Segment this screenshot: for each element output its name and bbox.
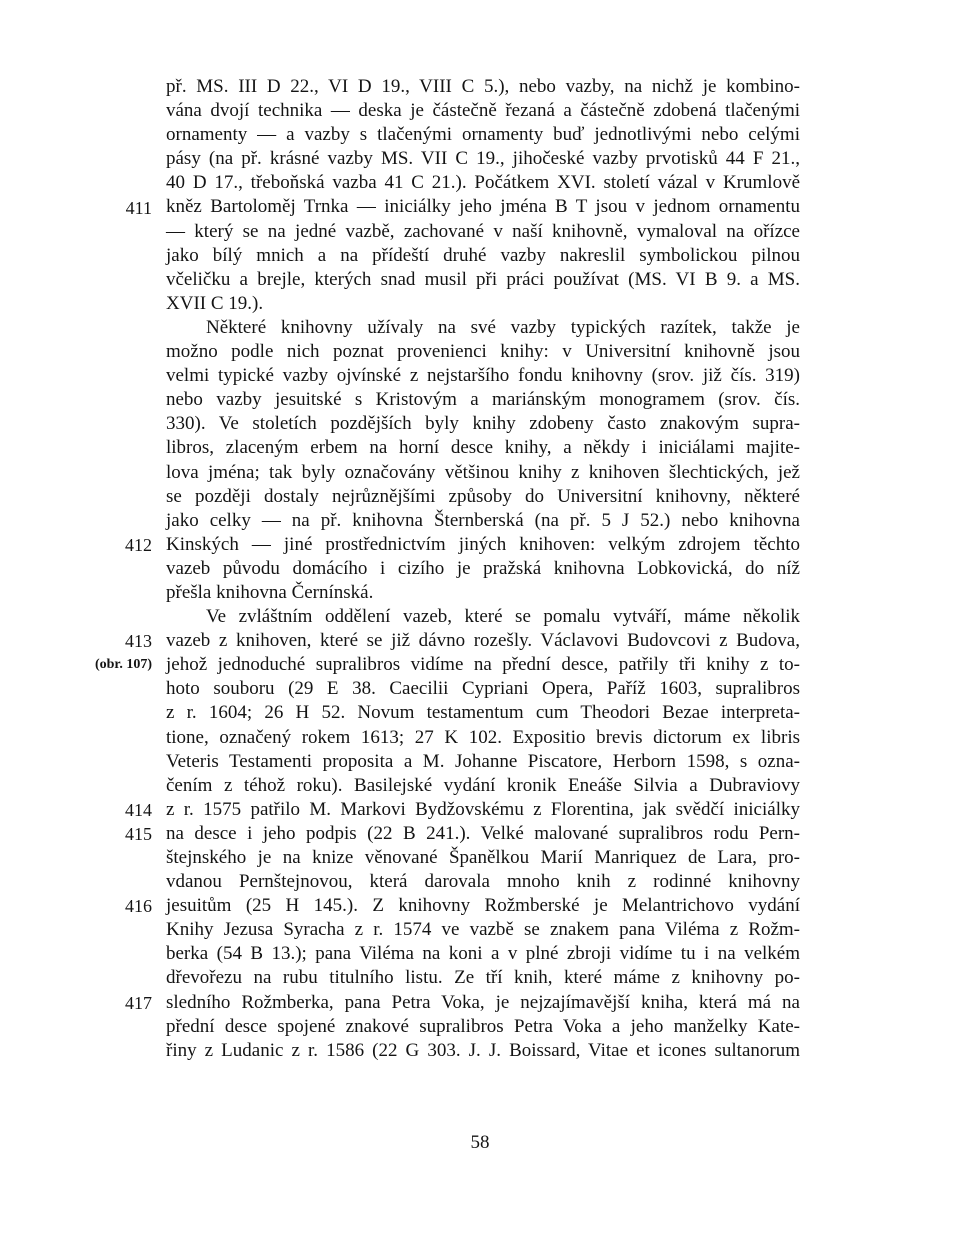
- text-line: lova jména; tak byly označovány většinou knihy z knihoven šlechtických, jež: [166, 461, 800, 483]
- text-line: řiny z Ludanic z r. 1586 (22 G 303. J. J. Boissard, Vitae et icones sultanorum: [166, 1039, 800, 1061]
- text-line: vdanou Pernštejnovou, která darovala mnoho knih z rodinné knihovny: [166, 871, 800, 893]
- text-line: Veteris Testamenti proposita a M. Johanne Piscatore, Herborn 1598, s ozna-: [166, 750, 800, 772]
- text-line: na desce i jeho podpis (22 B 241.). Velké malované supralibros rodu Pern-: [166, 822, 800, 844]
- text-line: z r. 1575 patřilo M. Markovi Bydžovskému z Florentina, jak svědčí iniciálky: [166, 798, 800, 820]
- text-line: Kinských — jiné prostřednictvím jiných knihoven: velkým zdrojem těchto: [166, 533, 800, 555]
- page-number: 58: [470, 1132, 490, 1153]
- margin-reference-number: 416: [125, 896, 152, 917]
- text-line: př. MS. III D 22., VI D 19., VIII C 5.), nebo vazby, na nichž je kombino-: [166, 76, 800, 97]
- text-line: 40 D 17., třeboňská vazba 41 C 21.). Počátkem XVI. století vázal v Krumlově: [166, 172, 800, 194]
- margin-reference-number: 415: [125, 824, 152, 845]
- text-line: přešla knihovna Černínská.: [166, 581, 374, 603]
- text-line: kněz Bartoloměj Trnka — iniciálky jeho jména B T jsou v jednom ornamentu: [166, 196, 800, 218]
- body-text: [94, 75, 800, 1063]
- text-line: dřevořezu na rubu titulního listu. Ze tří knih, které máme z knihovny po-: [166, 967, 800, 989]
- text-line: berka (54 B 13.); pana Viléma na koni a v plné zbroji vidíme tu i na velkém: [166, 943, 800, 965]
- margin-reference-number: 412: [125, 534, 152, 555]
- text-line: jako celky — na př. knihovna Šternberská (na př. 5 J 52.) nebo knihovna: [166, 509, 800, 531]
- text-line: včeličku a brejle, kterých snad musil při práci používat (MS. VI B 9. a MS.: [166, 268, 800, 290]
- margin-reference-number: (obr. 107): [94, 657, 152, 673]
- text-line: nebo vazby jesuitské s Kristovým a mariánským monogramem (srov. čís.: [166, 389, 800, 411]
- text-line: čením z téhož roku). Basilejské vydání kronik Eneáše Silvia a Dubraviovy: [166, 774, 800, 796]
- text-line: se později dostaly nejrůznějšími způsoby do Universitní knihovny, některé: [166, 485, 800, 507]
- margin-reference-number: 414: [125, 800, 152, 820]
- text-line: vána dvojí technika — deska je částečně řezaná a částečně zdobená tlačenými: [166, 100, 800, 122]
- text-line: pásy (na př. krásné vazby MS. VII C 19., jihočeské vazby prvotisků 44 F 21.,: [166, 148, 800, 170]
- text-line: Některé knihovny užívaly na své vazby typických razítek, takže je: [206, 316, 800, 338]
- text-line: vazeb z knihoven, které se již dávno rozešly. Václavovi Budovcovi z Budova,: [166, 630, 800, 652]
- text-line: štejnského je na knize věnované Španělkou Marií Manriquez de Lara, pro-: [166, 847, 800, 868]
- text-line: jehož jednoduché supralibros vidíme na přední desce, patřily tři knihy z to-: [166, 654, 800, 676]
- text-line: hoto souboru (29 E 38. Caecilii Cypriani Opera, Paříž 1603, supralibros: [166, 678, 800, 700]
- margin-reference-number: 411: [125, 197, 152, 218]
- text-line: tione, označený rokem 1613; 27 K 102. Expositio brevis dictorum ex libris: [166, 726, 800, 748]
- text-line: jako bílý mnich a na přídeští druhé vazby nakreslil symbolickou pilnou: [166, 244, 800, 266]
- text-line: Knihy Jezusa Syracha z r. 1574 ve vazbě se znakem pana Viléma z Rožm-: [166, 919, 800, 941]
- text-line: 330). Ve stoletích pozdějších byly knihy zdobeny často znakovým supra-: [166, 413, 800, 435]
- text-line: přední desce spojené znakové supralibros Petra Voka a jeho manželky Kate-: [166, 1015, 800, 1037]
- text-line: ornamenty — a vazby s tlačenými ornamenty buď jednotlivými nebo celými: [166, 124, 800, 146]
- text-line: Ve zvláštním oddělení vazeb, které se pomalu vytváří, máme několik: [206, 606, 800, 628]
- text-line: — který se na jedné vazbě, zachované v naší knihovně, vymaloval na ořízce: [166, 220, 800, 242]
- text-line: jesuitům (25 H 145.). Z knihovny Rožmberské je Melantrichovo vydání: [166, 895, 800, 917]
- text-line: z r. 1604; 26 H 52. Novum testamentum cum Theodori Bezae interpreta-: [166, 702, 800, 724]
- text-line: velmi typické vazby ojvínské z nejstaršího fondu knihovny (srov. již čís. 319): [166, 365, 800, 387]
- text-line: vazeb původu domácího i cizího je pražská knihovna Lobkovická, do níž: [166, 557, 800, 579]
- text-line: libros, zlaceným erbem na horní desce knihy, a někdy i iniciálami majite-: [166, 437, 800, 459]
- margin-reference-number: 413: [125, 631, 152, 652]
- text-line: možno podle nich poznat provenienci knihy: v Universitní knihovně jsou: [166, 341, 800, 363]
- text-line: sledního Rožmberka, pana Petra Voka, je nejzajímavější kniha, která má na: [166, 991, 800, 1013]
- text-line: XVII C 19.).: [166, 292, 264, 314]
- margin-reference-number: 417: [125, 992, 152, 1013]
